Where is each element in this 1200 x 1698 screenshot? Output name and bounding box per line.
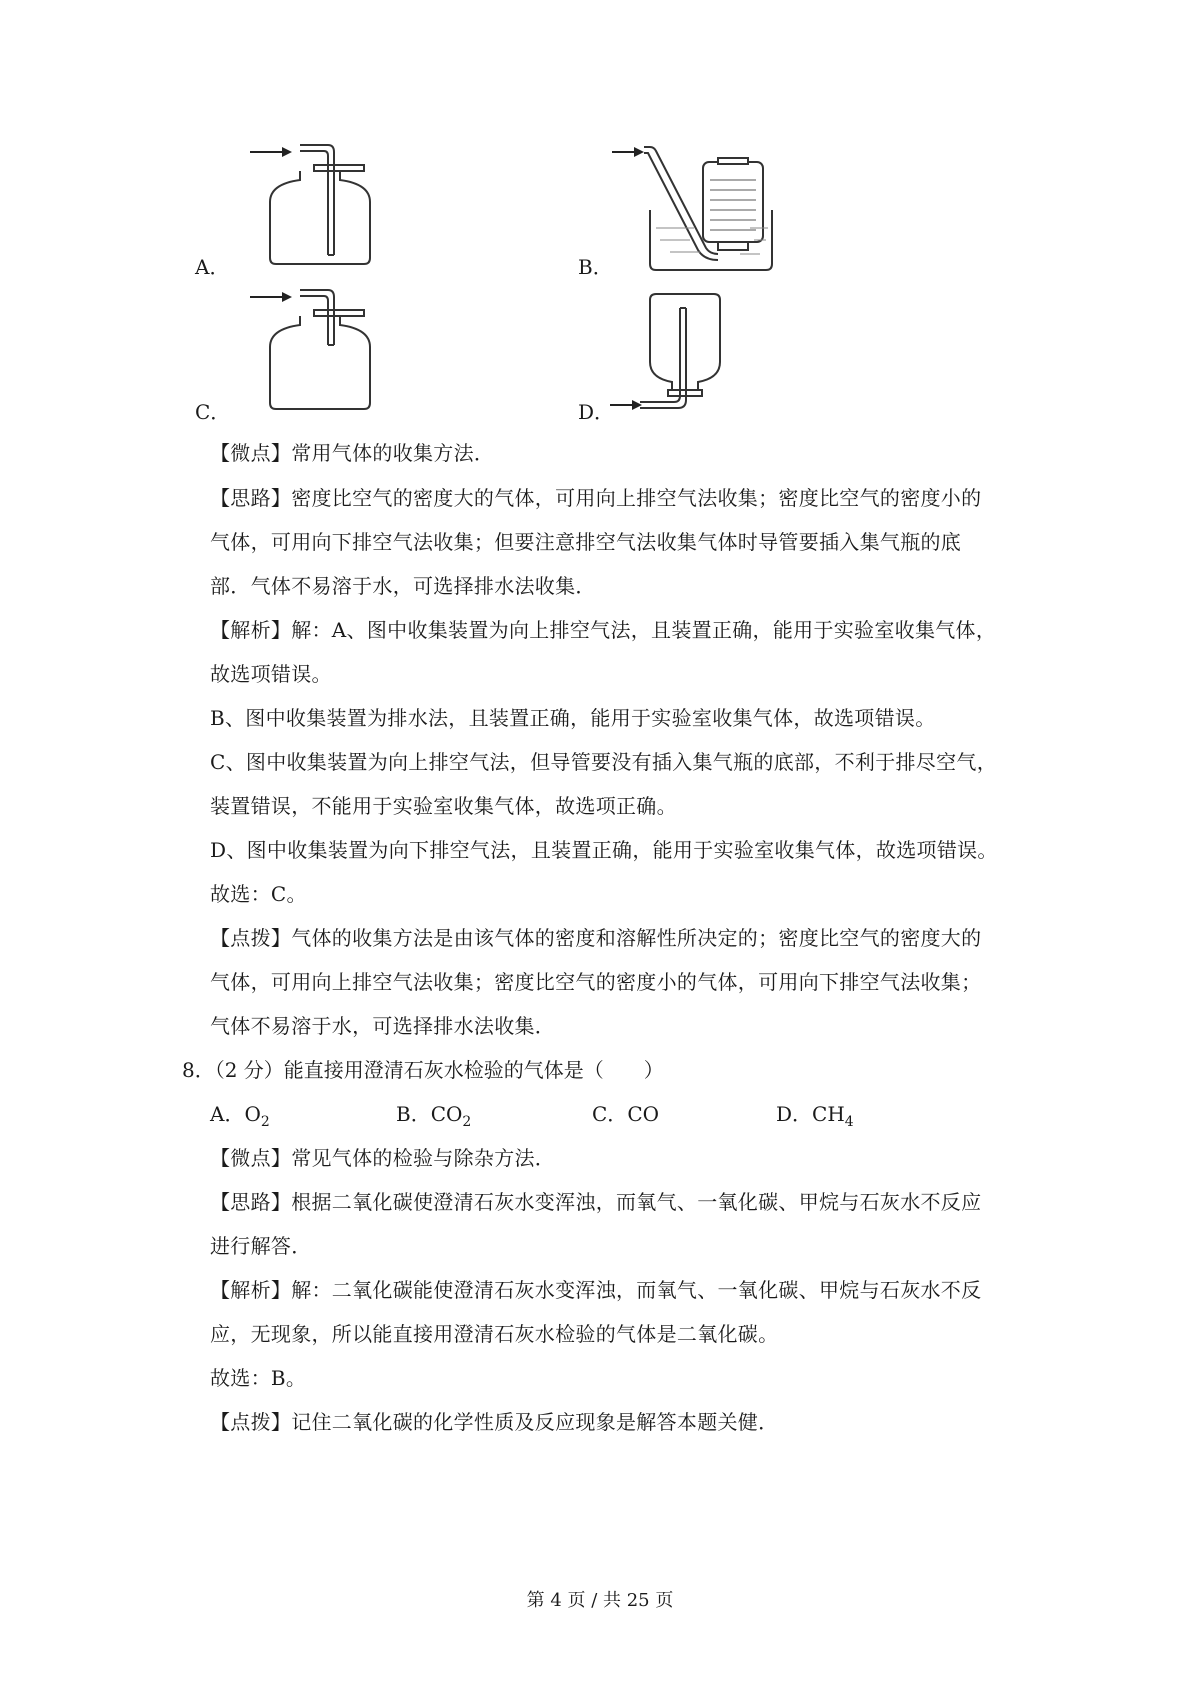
q7-dianbo-line-1: 【点拨】气体的收集方法是由该气体的密度和溶解性所决定的；密度比空气的密度大的 [210,926,982,950]
figure-c-gas-jar-short-tube [240,285,370,410]
q7-jiexi-line-7: 故选：C。 [210,882,307,906]
q8-option-d: D．$CH_4$ [776,1102,854,1130]
figure-d-label: D． [578,400,615,424]
q8-weidian: 【微点】常见气体的检验与除杂方法． [210,1146,556,1170]
figure-a-label: A． [195,255,230,279]
q8-jiexi-line-1: 【解析】解：二氧化碳能使澄清石灰水变浑浊，而氧气、一氧化碳、甲烷与石灰水不反 [210,1278,982,1302]
q7-silu-line-3: 部．气体不易溶于水，可选择排水法收集． [210,574,596,598]
page-footer: 第 4 页 / 共 25 页 [526,1590,674,1611]
figure-d-inverted-jar [640,292,760,412]
q8-option-a: A．$O_2$ [210,1102,270,1130]
q8-dianbo: 【点拨】记住二氧化碳的化学性质及反应现象是解答本题关健． [210,1410,779,1434]
q7-jiexi-line-1: 【解析】解：A、图中收集装置为向上排空气法，且装置正确，能用于实验室收集气体， [210,618,997,642]
q8-options [210,1098,970,1128]
q7-weidian: 【微点】常用气体的收集方法． [210,441,495,465]
q7-jiexi-line-2: 故选项错误。 [210,662,332,686]
q8-silu-line-1: 【思路】根据二氧化碳使澄清石灰水变浑浊，而氧气、一氧化碳、甲烷与石灰水不反应 [210,1190,982,1214]
figure-b-water-displacement [610,140,790,270]
q8-jiexi-line-2: 应，无现象，所以能直接用澄清石灰水检验的气体是二氧化碳。 [210,1322,779,1346]
figure-a-gas-jar-upward [240,140,370,265]
q7-dianbo-line-2: 气体，可用向上排空气法收集；密度比空气的密度小的气体，可用向下排空气法收集； [210,970,982,994]
q8-jiexi-line-3: 故选：B。 [210,1366,307,1390]
figure-b-label: B． [578,255,613,279]
q8-option-c: C．CO [592,1102,660,1126]
q7-silu-line-1: 【思路】密度比空气的密度大的气体，可用向上排空气法收集；密度比空气的密度小的 [210,486,982,510]
q7-jiexi-line-6: D、图中收集装置为向下排空气法，且装置正确，能用于实验室收集气体，故选项错误。 [210,838,998,862]
q7-jiexi-line-4: C、图中收集装置为向上排空气法，但导管要没有插入集气瓶的底部，不利于排尽空气， [210,750,998,774]
q7-dianbo-line-3: 气体不易溶于水，可选择排水法收集． [210,1014,556,1038]
q7-jiexi-line-3: B、图中收集装置为排水法，且装置正确，能用于实验室收集气体，故选项错误。 [210,706,936,730]
q7-jiexi-line-5: 装置错误，不能用于实验室收集气体，故选项正确。 [210,794,677,818]
q8-silu-line-2: 进行解答． [210,1234,312,1258]
q8-option-b: B．$CO_2$ [396,1102,472,1130]
q8-stem: 8．（2 分）能直接用澄清石灰水检验的气体是（ ） [182,1058,664,1082]
figure-c-label: C． [195,400,231,424]
q7-silu-line-2: 气体，可用向下排空气法收集；但要注意排空气法收集气体时导管要插入集气瓶的底 [210,530,962,554]
